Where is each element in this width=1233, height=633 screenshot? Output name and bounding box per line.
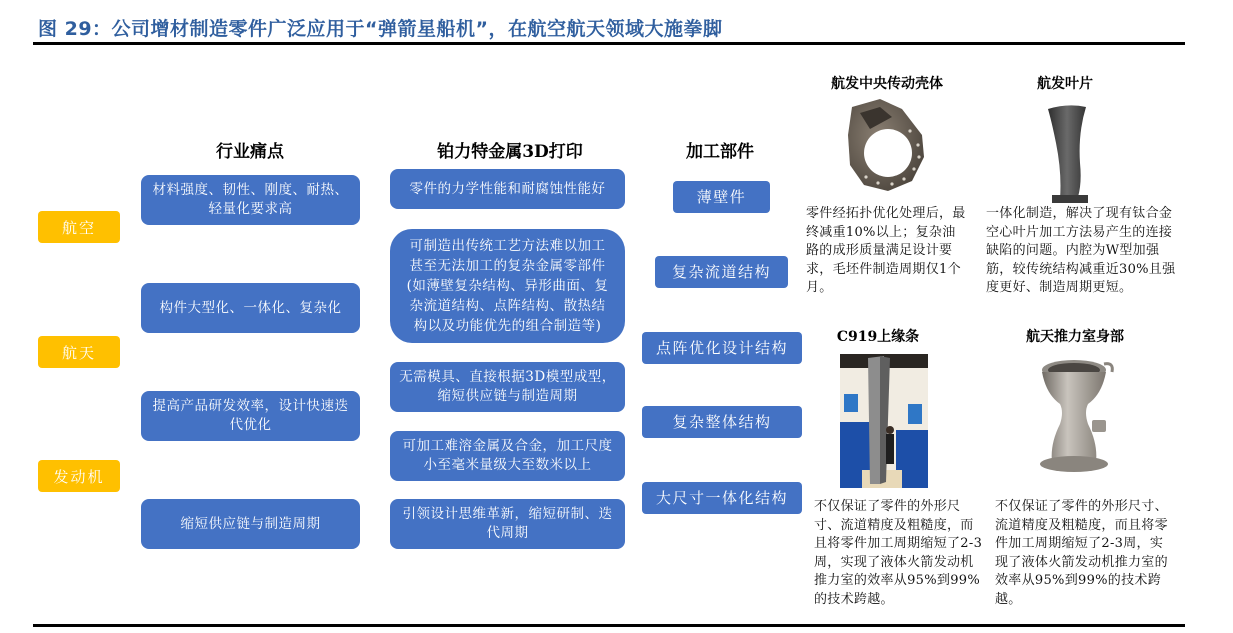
case-title-blade: 航发叶片: [1037, 76, 1093, 92]
tag-aerospace: 航天: [38, 336, 120, 368]
advantage-box: 可制造出传统工艺方法难以加工甚至无法加工的复杂金属零部件(如薄壁复杂结构、异形曲面、复杂流道结构、点阵结构、散热结构以及功能优先的组合制造等): [390, 229, 625, 343]
thrust-chamber-photo: [1030, 354, 1126, 484]
case-text-c919: 不仅保证了零件的外形尺寸、流道精度及粗糙度，而且将零件加工周期缩短了2-3周，实现了液体火箭发动机推力室的效率从95%到99%的技术跨越。: [814, 499, 983, 607]
tag-aviation: 航空: [38, 211, 120, 243]
part-box-complex-channel: 复杂流道结构: [655, 256, 788, 288]
part-box-thin-wall: 薄壁件: [673, 181, 770, 213]
case-title-c919: C919上缘条: [836, 329, 920, 345]
pain-point-box: 提高产品研发效率，设计快速迭代优化: [141, 391, 360, 441]
case-text-thrust: 不仅保证了零件的外形尺寸、流道精度及粗糙度，而且将零件加工周期缩短了2-3周，实现了液体火箭发动机推力室的效率从95%到99%的技术跨越。: [995, 499, 1168, 607]
case-text-gearbox: 零件经拓扑优化处理后，最终减重10%以上；复杂油路的成形质量满足设计要求，毛坯件制造周期仅1个月。: [806, 206, 966, 295]
case-text-blade: 一体化制造，解决了现有钛合金空心叶片加工方法易产生的连接缺陷的问题。内腔为W型加强筋，较传统结构减重近30%且强度更好、制造周期更短。: [986, 206, 1176, 295]
advantage-box: 零件的力学性能和耐腐蚀性能好: [390, 169, 625, 209]
header-parts: 加工部件: [686, 142, 754, 162]
figure-title: 图 29：公司增材制造零件广泛应用于“弹箭星船机”，在航空航天领域大施拳脚: [38, 18, 723, 40]
pain-point-box: 材料强度、韧性、刚度、耐热、轻量化要求高: [141, 175, 360, 225]
part-box-lattice: 点阵优化设计结构: [642, 332, 802, 364]
advantage-box: 无需模具、直接根据3D模型成型，缩短供应链与制造周期: [390, 362, 625, 412]
pain-point-box: 构件大型化、一体化、复杂化: [141, 283, 360, 333]
c919-spar-cap-photo: [840, 354, 928, 488]
tag-engine: 发动机: [38, 460, 120, 492]
pain-point-box: 缩短供应链与制造周期: [141, 499, 360, 549]
turbine-blade-photo: [1040, 103, 1100, 205]
header-bright-3d: 铂力特金属3D打印: [437, 142, 583, 162]
bottom-rule: [33, 624, 1185, 627]
advantage-box: 引领设计思维革新，缩短研制、迭代周期: [390, 499, 625, 549]
case-title-thrust: 航天推力室身部: [1026, 329, 1124, 345]
part-box-integral: 复杂整体结构: [642, 406, 802, 438]
gearbox-housing-photo: [840, 95, 930, 195]
header-pain-points: 行业痛点: [216, 142, 284, 162]
advantage-box: 可加工难溶金属及合金，加工尺度小至毫米量级大至数米以上: [390, 431, 625, 481]
part-box-large-size: 大尺寸一体化结构: [642, 482, 802, 514]
top-rule: [33, 42, 1185, 45]
case-title-gearbox: 航发中央传动壳体: [831, 76, 943, 92]
